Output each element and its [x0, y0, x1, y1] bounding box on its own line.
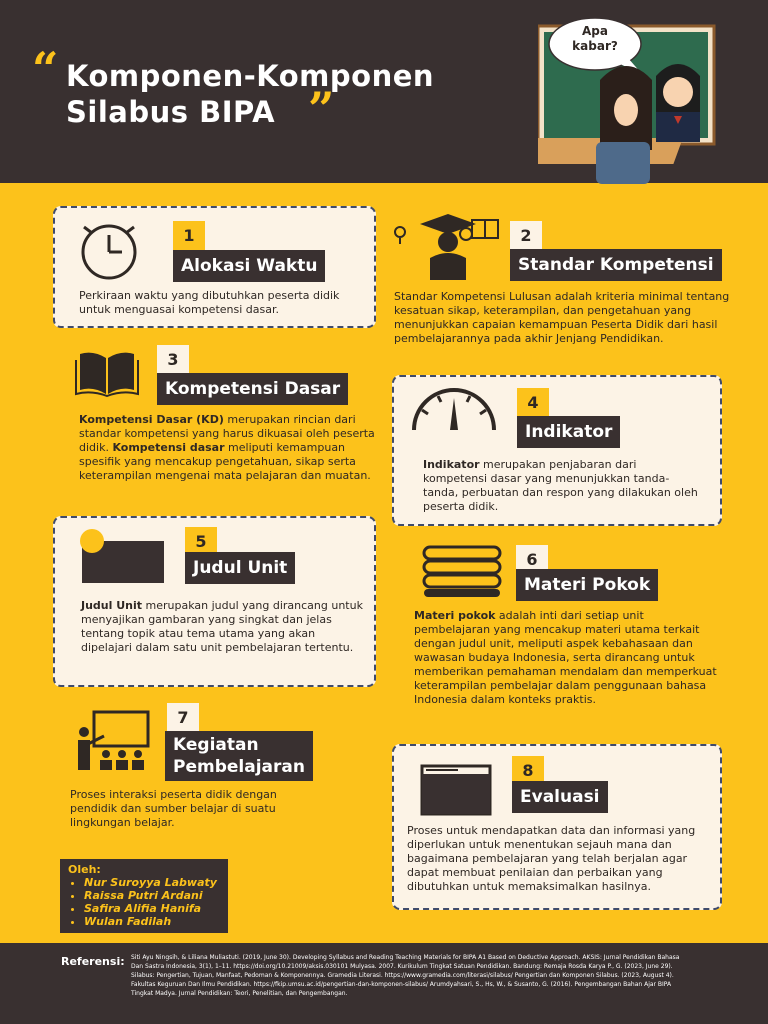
item-number-8: 8 — [512, 756, 544, 786]
desc-text-2: meliputi kemampuan spesifik yang mencakup pengetahuan, sikap serta keterampilan mengenai mata pelajaran dan muatan. — [79, 441, 371, 482]
item-desc-standar-kompetensi: Standar Kompetensi Lulusan adalah kriteria minimal tentang kesatuan sikap, keterampilan, dan pengetahuan yang menunjukkan capaian kemampuan Peserta Didik dari hasil pembelajarannya pada akhir Jenjang Pendidikan. — [394, 290, 730, 345]
references-label: Referensi: — [61, 955, 125, 968]
item-desc-kompetensi-dasar — [79, 413, 377, 483]
item-label-kompetensi-dasar: Kompetensi Dasar — [157, 373, 348, 405]
title-line-2: Silabus BIPA — [66, 95, 276, 129]
item-number-1: 1 — [173, 221, 205, 251]
item-desc-kegiatan-pembelajaran: Proses interaksi peserta didik dengan pendidik dan sumber belajar di suatu lingkungan belajar. — [70, 788, 277, 829]
author-name: • Nur Suroyya Labwaty — [84, 876, 220, 889]
open-quote-icon: “ — [32, 42, 59, 96]
item-label-kegiatan-pembelajaran — [165, 731, 313, 781]
item-number-2: 2 — [510, 221, 542, 251]
authors-box — [60, 859, 228, 933]
references-text: Siti Ayu Ningsih, & Liliana Muliastuti. (2019, June 30). Developing Syllabus and Reading Teaching Materials for BIPA A1 Based on Deductive Approach. AKSIS: Jurnal Pendidikan Bahasa Dan Sastra Indonesia, 3(1), 1–11. https://doi.org/10.21009/aksis.030101 Mulyasa. 2007. Kurikulum Tingkat Satuan Pendidikan. Bandung: Remaja Rosda Karya P., G. (2023, June 29). Silabus: Pengertian, Tujuan, Manfaat, Pedoman & Komponennya. Gramedia Literasi. https://www.gramedia.com/literasi/silabus/ Pengertian dan Komponen Silabus. (2023, August 4). Fakultas Keguruan Dan Ilmu Pendidikan. https://fkip.umsu.ac.id/pengertian-dan-komponen-silabus/ Arumdyahsari, S., Hs, W., & Susanto, G. (2016). Pengembangan Bahan Ajar BIPA Tingkat Madya. Jurnal Pendidikan: Teori, Penelitian, dan Pengembangan. — [131, 954, 680, 997]
authors-list — [68, 876, 220, 928]
classroom-icon — [74, 710, 150, 772]
desc-bold-indikator: Indikator — [423, 458, 480, 471]
item-number-4: 4 — [517, 388, 549, 418]
item-label-alokasi-waktu: Alokasi Waktu — [173, 250, 325, 282]
item-desc-evaluasi: Proses untuk mendapatkan data dan informasi yang diperlukan untuk menentukan sejauh mana dan bagaimana pembelajaran yang telah berjalan agar dapat membuat penilaian dan perbaikan yang dibutuhkan untuk memaksimalkan hasilnya. — [407, 824, 696, 893]
item-number-6: 6 — [516, 545, 548, 575]
desc-text: merupakan penjabaran dari kompetensi dasar yang menunjukkan tanda-tanda, perbuatan dan respon yang dilakukan oleh peserta didik. — [423, 458, 698, 513]
folder-icon — [418, 762, 492, 818]
desc-bold-kd: Kompetensi Dasar (KD) — [79, 413, 224, 426]
authors-title: Oleh: — [68, 863, 101, 876]
title-line-1: Komponen-Komponen — [66, 59, 435, 93]
gauge-icon — [408, 386, 500, 436]
label-line-1: Kegiatan — [173, 735, 259, 755]
desc-text: merupakan judul yang dirancang untuk menyajikan gambaran yang singkat dan jelas tentang topik atau tema utama yang akan dipelajari dalam satu unit pembelajaran tertentu. — [81, 599, 363, 654]
item-desc-judul-unit — [81, 599, 369, 655]
desc-bold-judul: Judul Unit — [81, 599, 143, 612]
item-desc-indikator — [423, 458, 703, 514]
item-number-5: 5 — [185, 527, 217, 557]
conversation-illustration — [538, 14, 738, 184]
speech-bubble-text: Apa kabar? — [572, 24, 618, 53]
item-label-judul-unit: Judul Unit — [185, 552, 295, 584]
label-line-2: Pembelajaran — [173, 757, 305, 777]
author-name: • Raissa Putri Ardani — [84, 889, 220, 902]
desc-bold-kd2: Kompetensi dasar — [112, 441, 225, 454]
author-name: • Wulan Fadilah — [84, 915, 220, 928]
header-banner — [0, 0, 768, 183]
title-card-icon — [78, 529, 166, 585]
item-desc-alokasi-waktu: Perkiraan waktu yang dibutuhkan peserta didik untuk menguasai kompetensi dasar. — [79, 289, 340, 316]
close-quote-icon: ” — [308, 82, 335, 136]
desc-text: merupakan rincian dari standar kompetensi yang harus dikuasai oleh peserta didik. — [79, 413, 375, 454]
desc-text: adalah inti dari setiap unit pembelajaran yang mencakup materi utama terkait dengan judul unit, meliputi aspek kebahasaan dan wawasan budaya Indonesia, serta dirancang untuk memberikan pemahaman mendalam dan memperkuat keterampilan pembelajar dalam penggunaan bahasa Indonesia dalam konteks praktis. — [414, 609, 717, 706]
author-name: • Safira Alifia Hanifa — [84, 902, 220, 915]
item-number-3: 3 — [157, 345, 189, 375]
item-label-evaluasi: Evaluasi — [512, 781, 608, 813]
item-label-indikator: Indikator — [517, 416, 620, 448]
stack-icon — [422, 545, 502, 599]
item-number-7: 7 — [167, 703, 199, 733]
desc-bold-materi: Materi pokok — [414, 609, 496, 622]
page-title — [66, 58, 435, 136]
item-label-materi-pokok: Materi Pokok — [516, 569, 658, 601]
book-icon — [74, 350, 140, 398]
clock-icon — [78, 220, 140, 280]
item-label-standar-kompetensi: Standar Kompetensi — [510, 249, 722, 281]
item-desc-materi-pokok — [414, 609, 720, 707]
graduate-icon — [392, 210, 504, 282]
